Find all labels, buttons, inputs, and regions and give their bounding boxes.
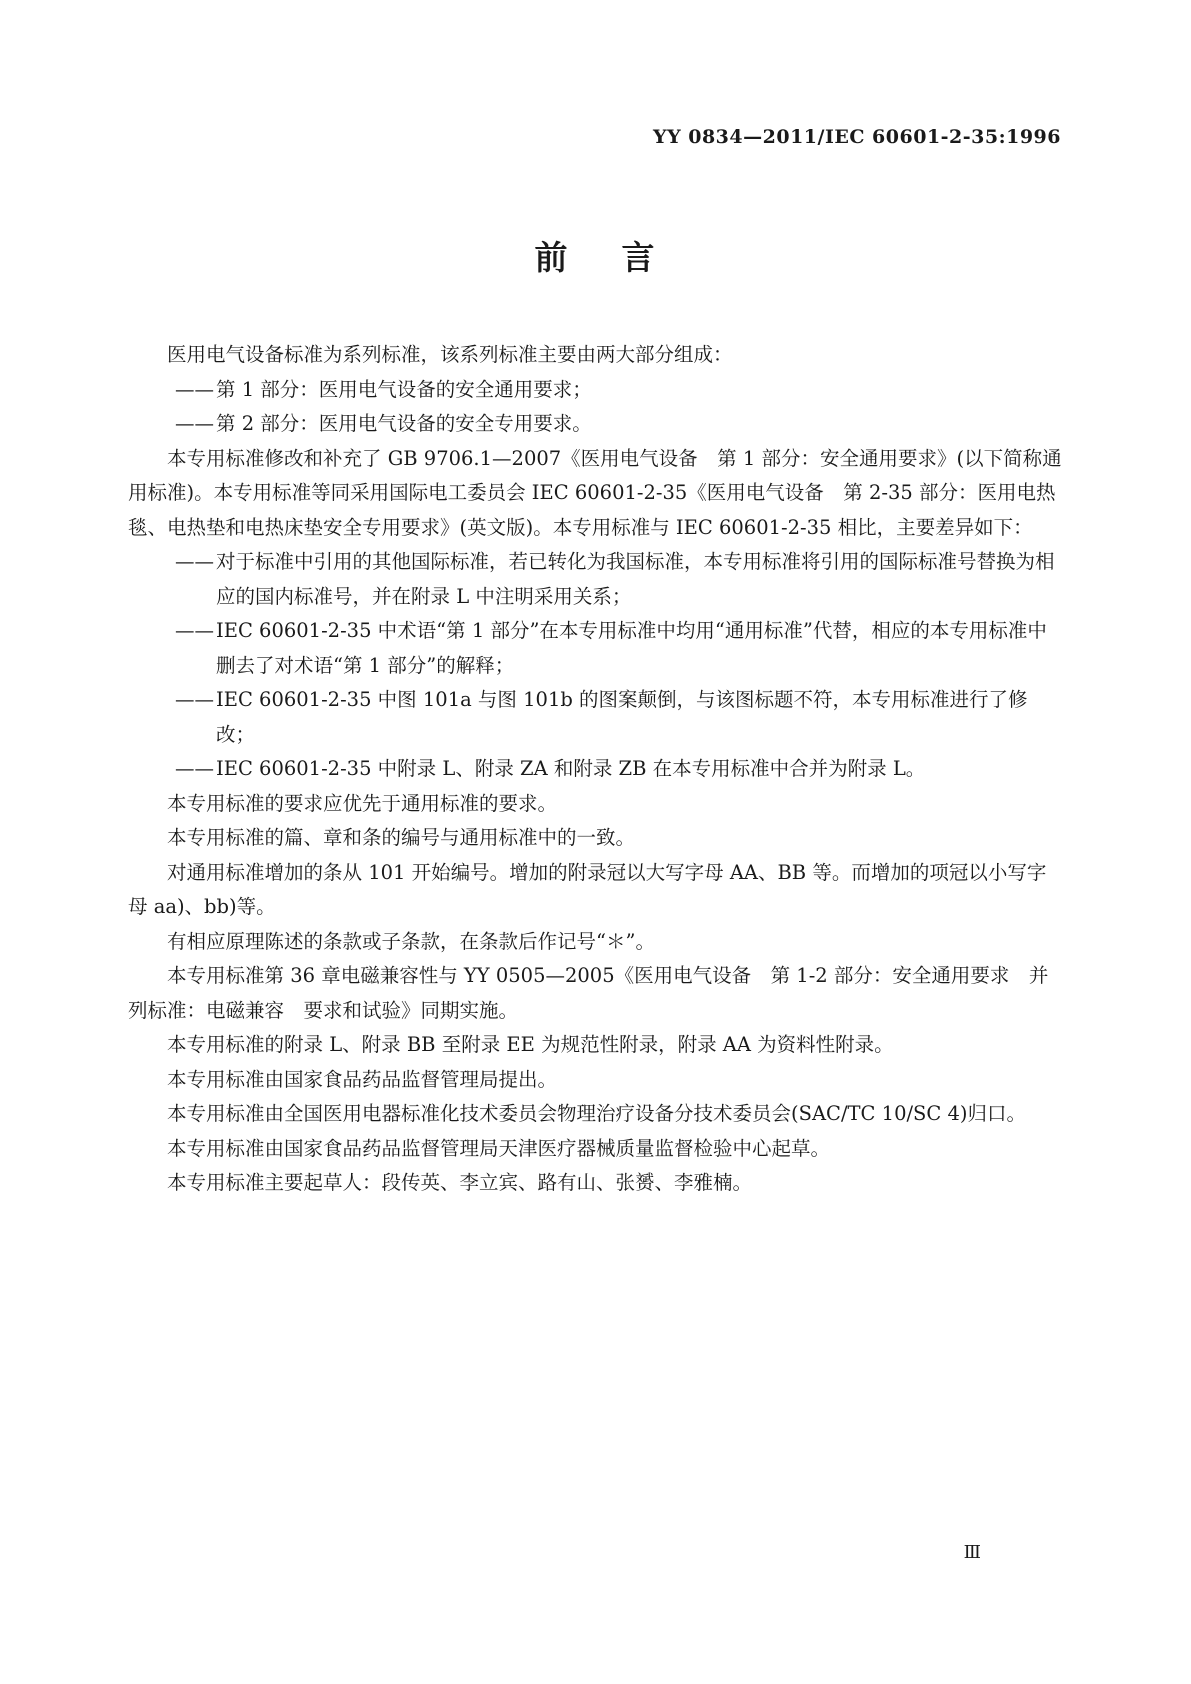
foreword-body: [128, 338, 1062, 1201]
dash: ——: [175, 377, 214, 401]
list-item-text: 第 1 部分：医用电气设备的安全通用要求；: [216, 377, 592, 401]
list-item-text: 对于标准中引用的其他国际标准，若已转化为我国标准，本专用标准将引用的国际标准号替换为相应的国内标准号，并在附录 L 中注明采用关系；: [216, 550, 1055, 608]
list-item: [128, 614, 1062, 683]
paragraph: 本专用标准第 36 章电磁兼容性与 YY 0505—2005《医用电气设备 第 1-2 部分：安全通用要求 并列标准：电磁兼容 要求和试验》同期实施。: [128, 964, 1049, 1022]
standard-code-left: YY 0834—2011/: [653, 126, 825, 148]
title-char-2: 言: [621, 238, 657, 277]
paragraph: 本专用标准主要起草人：段传英、李立宾、路有山、张赟、李雅楠。: [167, 1171, 753, 1194]
paragraph: 本专用标准修改和补充了 GB 9706.1—2007《医用电气设备 第 1 部分：安全通用要求》(以下简称通用标准)。本专用标准等同采用国际电工委员会 IEC 60601-2-35《医用电气设备 第 2-35 部分：医用电热毯、电热垫和电热床垫安全专用要求》(英文版)。本专用标准与 IEC 60601-2-35 相比，主要差异如下：: [128, 446, 1062, 539]
paragraph: 本专用标准由国家食品药品监督管理局天津医疗器械质量监督检验中心起草。: [167, 1136, 831, 1160]
paragraph: 本专用标准由全国医用电器标准化技术委员会物理治疗设备分技术委员会(SAC/TC 10/SC 4)归口。: [167, 1102, 1027, 1125]
paragraph: 对通用标准增加的条从 101 开始编号。增加的附录冠以大写字母 AA、BB 等。而增加的项冠以小写字母 aa)、bb)等。: [128, 860, 1047, 918]
dash: ——: [175, 688, 214, 711]
dash: ——: [175, 757, 214, 780]
list-item: [128, 373, 1062, 408]
list-item-text: IEC 60601-2-35 中图 101a 与图 101b 的图案颠倒，与该图标题不符，本专用标准进行了修改；: [216, 688, 1028, 746]
dash: ——: [175, 619, 214, 642]
paragraph: 医用电气设备标准为系列标准，该系列标准主要由两大部分组成：: [167, 343, 733, 366]
paragraph: 本专用标准的附录 L、附录 BB 至附录 EE 为规范性附录，附录 AA 为资料性附录。: [167, 1033, 894, 1056]
paragraph: 有相应原理陈述的条款或子条款，在条款后作记号“＊”。: [167, 929, 655, 953]
list-item: [128, 752, 1062, 787]
paragraph: 本专用标准的要求应优先于通用标准的要求。: [167, 791, 558, 815]
list-item: [128, 545, 1062, 614]
list-item: [128, 683, 1062, 752]
list-item-text: IEC 60601-2-35 中术语“第 1 部分”在本专用标准中均用“通用标准”代替，相应的本专用标准中删去了对术语“第 1 部分”的解释；: [216, 619, 1047, 677]
page-number: Ⅲ: [963, 1542, 981, 1563]
list-item-text: IEC 60601-2-35 中附录 L、附录 ZA 和附录 ZB 在本专用标准中合并为附录 L。: [216, 757, 926, 780]
standard-code-right: IEC 60601-2-35:1996: [824, 126, 1061, 148]
standard-code-header: [653, 126, 1061, 148]
paragraph: 本专用标准由国家食品药品监督管理局提出。: [167, 1067, 558, 1091]
title-char-1: 前: [534, 238, 570, 277]
list-item: [128, 407, 1062, 442]
paragraph: 本专用标准的篇、章和条的编号与通用标准中的一致。: [167, 826, 636, 849]
list-item-text: 第 2 部分：医用电气设备的安全专用要求。: [216, 412, 592, 435]
dash: ——: [175, 550, 214, 573]
page-title: [0, 232, 1191, 279]
dash: ——: [175, 412, 214, 435]
